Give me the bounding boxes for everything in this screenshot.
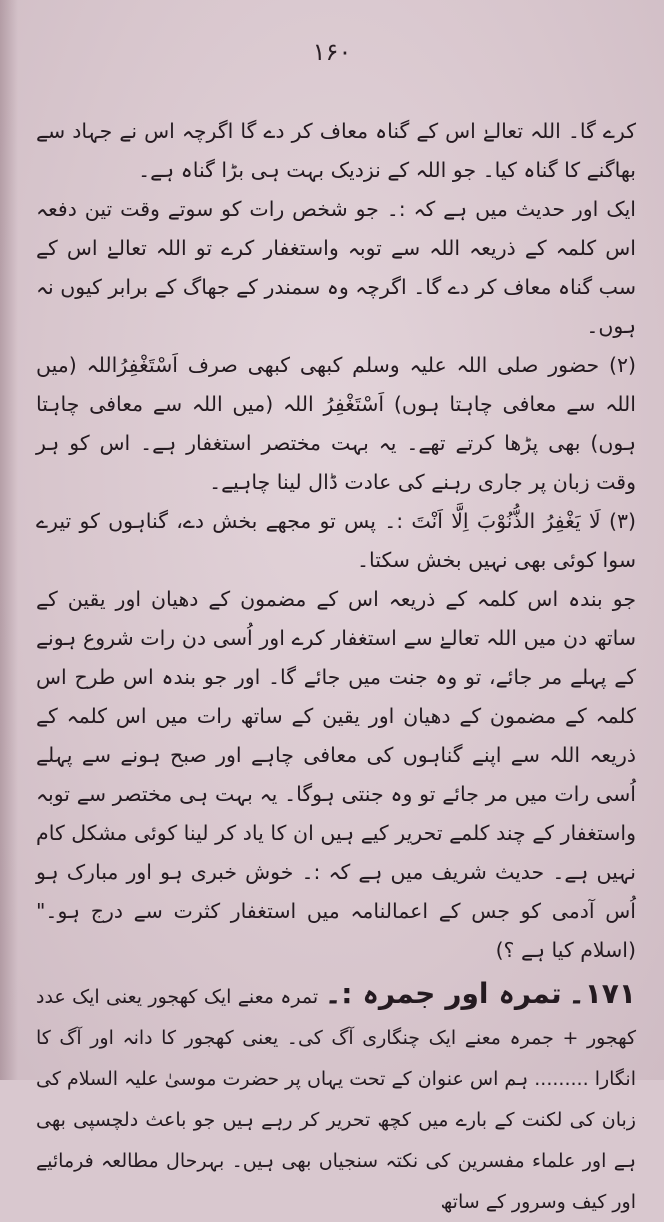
body-text bbox=[36, 112, 636, 1222]
section-title: تمرہ اور جمرہ :۔ bbox=[324, 977, 562, 1010]
paragraph: کرے گا۔ اللہ تعالےٰ اس کے گناہ معاف کر دے گا اگرچہ اس نے جہاد سے بھاگنے کا گناہ کیا۔ جو اللہ کے نزدیک بہت ہی بڑا گناہ ہے۔ bbox=[36, 119, 636, 182]
section-description: تمرہ معنے ایک کھجور یعنی ایک عدد کھجور + جمرہ معنے ایک چنگاری آگ کی۔ یعنی کھجور کا دانہ اور آگ کا انگارا ......... ہم اس عنوان کے تحت یہاں پر حضرت موسیٰ علیہ السلام کی زبان کی لکنت کے بارے میں کچھ تحریر کر رہے ہیں جو باعث دلچسپی بھی ہے اور علماء مفسرین کی نکتہ سنجیاں بھی ہیں۔ بہرحال مطالعہ فرمائیے اور کیف وسرور کے ساتھ bbox=[36, 986, 636, 1213]
section-number: ۱۷۱۔ bbox=[568, 977, 636, 1010]
section-heading bbox=[36, 974, 636, 1222]
paragraph: ایک اور حدیث میں ہے کہ :۔ جو شخص رات کو سوتے وقت تین دفعہ اس کلمہ کے ذریعہ اللہ سے توبہ واستغفار کرے تو اللہ تعالےٰ اس کے سب گناہ معاف کر دے گا۔ اگرچہ وہ سمندر کے جھاگ کے برابر کیوں نہ ہوں۔ bbox=[36, 197, 636, 338]
paragraph: (۲) حضور صلی اللہ علیہ وسلم کبھی کبھی صرف اَسْتَغْفِرُاللہ (میں اللہ سے معافی چاہتا ہوں) اَسْتَغْفِرُ اللہ (میں اللہ سے معافی چاہتا ہوں) بھی پڑھا کرتے تھے۔ یہ بہت مختصر استغفار ہے۔ اس کو ہر وقت زبان پر جاری رہنے کی عادت ڈال لینا چاہیے۔ bbox=[36, 353, 636, 494]
page-edge-shadow bbox=[0, 0, 18, 1080]
paragraph: (۳) لَا یَغْفِرُ الذُّنُوْبَ اِلَّا اَنْتَ :۔ پس تو مجھے بخش دے، گناہوں کو تیرے سوا کوئی بھی نہیں بخش سکتا۔ bbox=[36, 509, 636, 572]
page-number: ۱۶۰ bbox=[312, 38, 352, 66]
paragraph: جو بندہ اس کلمہ کے ذریعہ اس کے مضمون کے دھیان اور یقین کے ساتھ دن میں اللہ تعالےٰ سے استغفار کرے اور اُسی دن رات شروع ہونے کے پہلے مر جائے، تو وہ جنت میں جائے گا۔ اور جو بندہ اس طرح اس کلمہ کے مضمون کے دھیان اور یقین کے ساتھ رات میں اس کلمہ کے ذریعہ اللہ سے اپنے گناہوں کی معافی چاہے اور صبح ہونے سے پہلے اُسی رات میں مر جائے تو وہ جنتی ہوگا۔ یہ بہت ہی مختصر سے توبہ واستغفار کے چند کلمے تحریر کیے ہیں ان کا یاد کر لینا کوئی مشکل کام نہیں ہے۔ حدیث شریف میں ہے کہ :۔ خوش خبری ہو اور مبارک ہو اُس آدمی کو جس کے اعمالنامہ میں استغفار کثرت سے درج ہو۔" (اسلام کیا ہے ؟) bbox=[36, 587, 636, 962]
